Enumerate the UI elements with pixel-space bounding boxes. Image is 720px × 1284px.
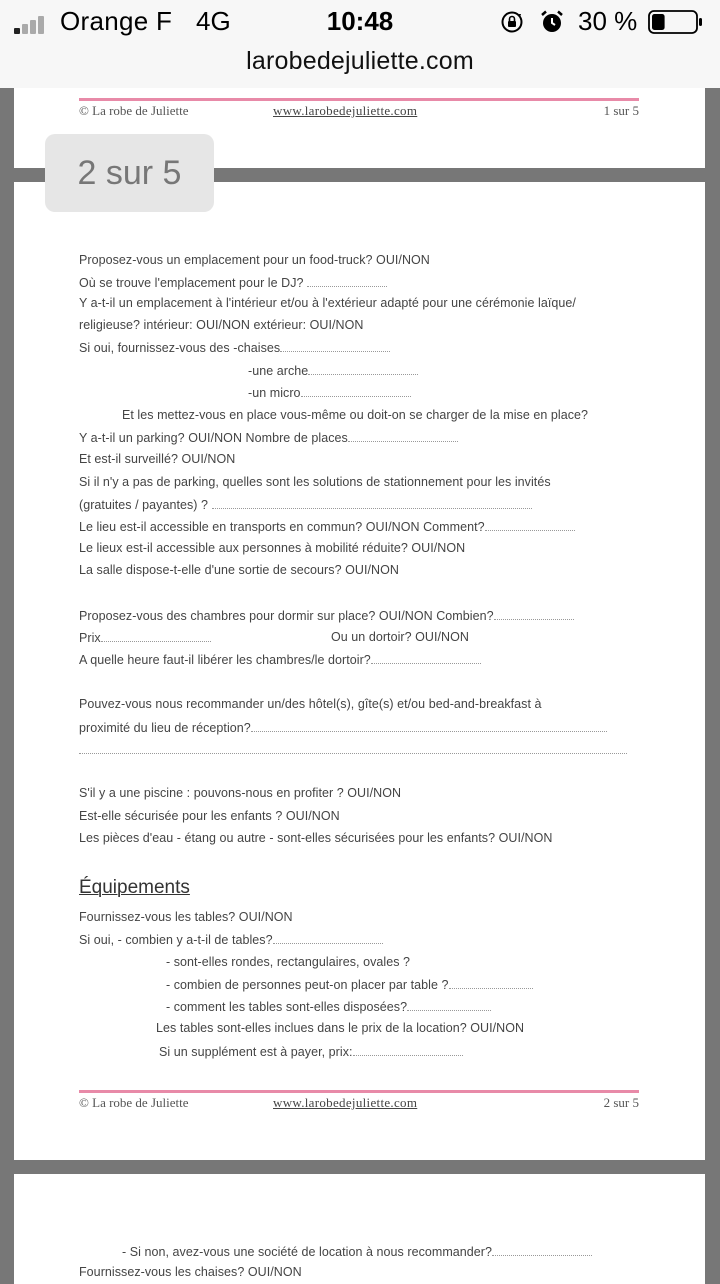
question-line: religieuse? intérieur: OUI/NON extérieur: OUI/NON [79,318,364,332]
question-line: S'il y a une piscine : pouvons-nous en profiter ? OUI/NON [79,786,402,800]
question-line: Pouvez-vous nous recommander un/des hôtel(s), gîte(s) et/ou bed-and-breakfast à [79,697,542,711]
question-line: Les tables sont-elles inclues dans le prix de la location? OUI/NON [156,1021,525,1035]
pdf-page-2 [14,182,705,1160]
question-line: - Si non, avez-vous une société de location à nous recommander? [122,1244,592,1259]
clock: 10:48 [326,6,394,36]
network-type: 4G [196,6,231,36]
question-line: A quelle heure faut-il libérer les chambres/le dortoir? [79,652,481,667]
footer-rule [79,98,639,101]
question-line: Proposez-vous un emplacement pour un food-truck? OUI/NON [79,253,430,267]
question-line: Où se trouve l'emplacement pour le DJ? [79,275,387,290]
signal-icon [14,14,54,34]
question-line: Les pièces d'eau - étang ou autre - sont-elles sécurisées pour les enfants? OUI/NON [79,831,553,845]
question-line: Si oui, - combien y a-t-il de tables? [79,932,383,947]
question-line: (gratuites / payantes) ? [79,497,532,512]
url-bar[interactable] [0,44,720,88]
question-line: La salle dispose-t-elle d'une sortie de secours? OUI/NON [79,563,399,577]
question-line: Fournissez-vous les chaises? OUI/NON [79,1265,302,1279]
footer-copyright: © La robe de Juliette [79,103,189,118]
question-line: Le lieux est-il accessible aux personnes à mobilité réduite? OUI/NON [79,541,466,555]
answer-dotted-line [79,742,627,757]
question-line: Le lieu est-il accessible en transports en commun? OUI/NON Comment? [79,519,575,534]
battery-icon [648,10,704,34]
question-line: Proposez-vous des chambres pour dormir sur place? OUI/NON Combien? [79,608,574,623]
question-line: Y a-t-il un emplacement à l'intérieur et/ou à l'extérieur adapté pour une cérémonie laïque/ [79,296,576,310]
page-number-badge: 2 sur 5 [45,134,214,212]
alarm-icon [540,10,564,34]
page-footer [79,1095,639,1113]
footer-copyright: © La robe de Juliette [79,1095,189,1110]
question-line: Et les mettez-vous en place vous-même ou doit-on se charger de la mise en place? [122,408,589,422]
question-line: - combien de personnes peut-on placer par table ? [166,977,533,992]
page-footer [79,103,639,121]
question-line: Et est-il surveillé? OUI/NON [79,452,236,466]
question-line: Si il n'y a pas de parking, quelles sont les solutions de stationnement pour les invités [79,475,551,489]
pdf-page-3 [14,1174,705,1284]
question-line: - comment les tables sont-elles disposées? [166,999,491,1014]
question-line: -un micro [248,385,411,400]
footer-website-link[interactable]: www.larobedejuliette.com [273,103,418,118]
question-line: Prix [79,630,211,645]
url-text[interactable]: larobedejuliette.com [246,47,474,75]
question-line: proximité du lieu de réception? [79,720,607,735]
footer-rule [79,1090,639,1093]
question-line: Si un supplément est à payer, prix: [159,1044,463,1059]
question-line: - sont-elles rondes, rectangulaires, ovales ? [166,955,411,969]
carrier-name: Orange F [60,6,173,36]
question-line: Ou un dortoir? OUI/NON [331,630,469,644]
footer-page-number: 2 sur 5 [603,1095,639,1110]
question-line: Fournissez-vous les tables? OUI/NON [79,910,293,924]
section-heading: Équipements [79,877,190,898]
footer-page-number: 1 sur 5 [603,103,639,118]
orientation-lock-icon [500,10,524,34]
question-line: Y a-t-il un parking? OUI/NON Nombre de places [79,430,458,445]
question-line: Est-elle sécurisée pour les enfants ? OUI/NON [79,809,340,823]
status-bar [0,0,720,44]
battery-percent: 30 % [578,6,638,36]
footer-website-link[interactable]: www.larobedejuliette.com [273,1095,418,1110]
question-line: Si oui, fournissez-vous des -chaises [79,340,390,355]
question-line: -une arche [248,363,418,378]
